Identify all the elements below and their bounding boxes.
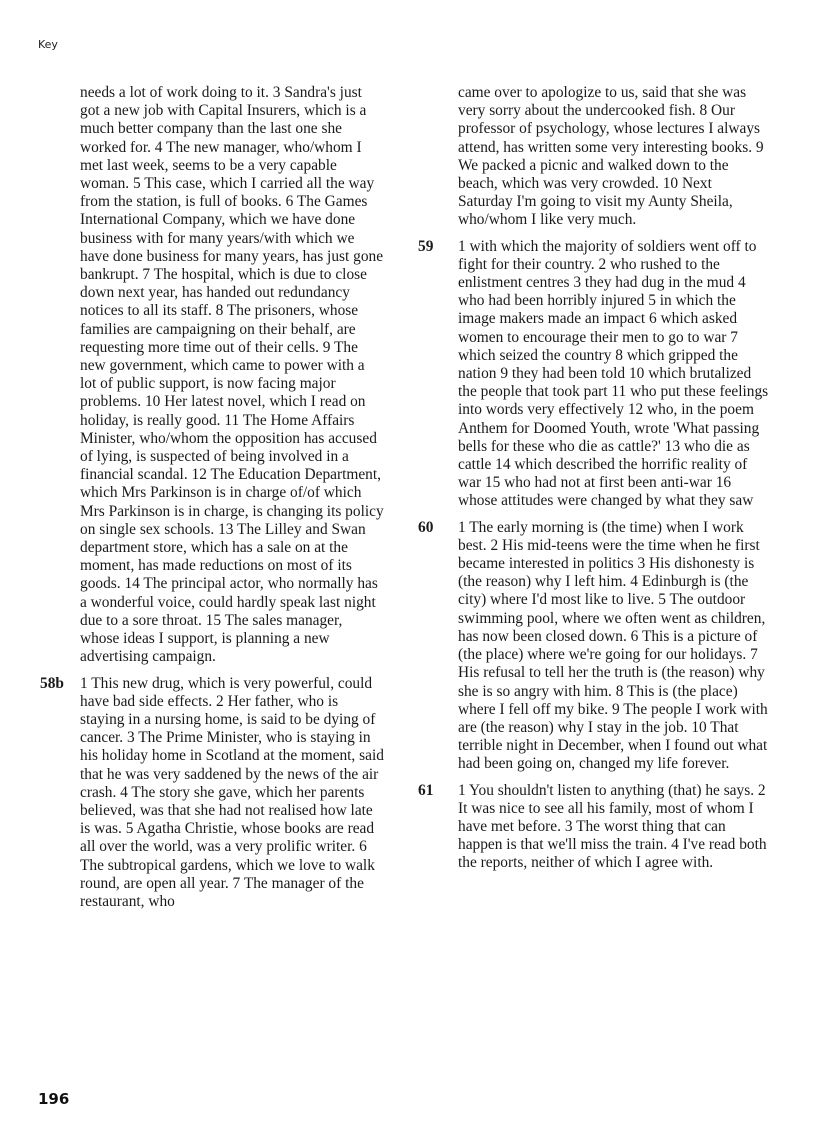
answer-section-60 [418, 519, 770, 774]
section-text: 1 with which the majority of soldiers went off to fight for their country. 2 who rushed to the enlistment centres 3 they had dug in the mud 4 who had been horribly injured 5 in which the image makers made an impact 6 which asked women to encourage their men to go to war 7 which seized the country 8 which gripped the nation 9 they had been told 10 which brutalized the people that took part 11 who put these feelings into words very effectively 12 who, in the poem Anthem for Doomed Youth, wrote 'What passing bells for these who die as cattle?' 13 who die as cattle 14 which described the horrific reality of war 15 who had not at first been anti-war 16 whose attitudes were changed by what they saw [458, 237, 769, 510]
section-number: 59 [418, 237, 434, 255]
section-number: 60 [418, 518, 434, 536]
section-text: needs a lot of work doing to it. 3 Sandra's just got a new job with Capital Insurers, which is a much better company than the last one she worked for. 4 The new manager, who/whom I met last week, seems to be a very capable woman. 5 This case, which I carried all the way from the station, is full of books. 6 The Games International Company, which we have done business with for many years/with which we have done business for many years, has just gone bankrupt. 7 The hospital, which is due to close down next year, has handed out redundancy notices to all its staff. 8 The prisoners, whose families are campaigning on their behalf, are requesting more time out of their cells. 9 The new government, which came to power with a lot of public support, is now facing major problems. 10 Her latest novel, which I read on holiday, is really good. 11 The Home Affairs Minister, who/whom the opposition has accused of lying, is suspected of being involved in a financial scandal. 12 The Education Department, which Mrs Parkinson is in charge of/of which Mrs Parkinson is in charge, is changing its policy on single sex schools. 13 The Lilley and Swan department store, which has a sale on at the moment, has made reductions on most of its goods. 14 The principal actor, who normally has a wonderful voice, could hardly speak last night due to a sore throat. 15 The sales manager, whose ideas I support, is planning a new advertising campaign. [80, 84, 384, 666]
section-text: 1 The early morning is (the time) when I work best. 2 His mid-teens were the time when he first became interested in politics 3 His dishonesty is (the reason) why I left him. 4 Edinburgh is (the city) where I'd most like to live. 5 The outdoor swimming pool, where we often went as children, has now been closed down. 6 This is a picture of (the place) where we're going for our holidays. 7 His refusal to tell her the truth is (the reason) why she is so angry with him. 8 This is (the place) where I fell off my bike. 9 The people I work with are (the reason) why I stay in the job. 10 That terrible night in December, when I found out what had been going on, changed my life forever. [458, 518, 768, 773]
answer-section-58b-continued [418, 84, 770, 230]
page-number: 196 [38, 1090, 70, 1108]
section-text: 1 You shouldn't listen to anything (that) he says. 2 It was nice to see all his family, most of whom I have met before. 3 The worst thing that can happen is that we'll miss the train. 4 I've read both the reports, neither of which I agree with. [458, 781, 767, 872]
left-column [40, 84, 384, 919]
section-text: came over to apologize to us, said that she was very sorry about the undercooked fish. 8 Our professor of psychology, whose lectures I always attend, has written some very interesting books. 9 We packed a picnic and walked down to the beach, which was very crowded. 10 Next Saturday I'm going to visit my Aunty Sheila, who/whom I like very much. [458, 84, 764, 229]
section-text: 1 This new drug, which is very powerful, could have bad side effects. 2 Her father, who is staying in a nursing home, is said to be dying of cancer. 3 The Prime Minister, who is staying in his holiday home in Scotland at the moment, said that he was very saddened by the news of the air crash. 4 The story she gave, which her parents believed, was that she had not realised how late is was. 5 Agatha Christie, whose books are read all over the world, was a very prolific writer. 6 The subtropical gardens, which we love to walk round, are open all year. 7 The manager of the restaurant, who [80, 674, 384, 910]
section-number: 58b [40, 674, 64, 692]
answer-section-61 [418, 782, 770, 873]
section-number: 61 [418, 781, 434, 799]
answer-section-58b [40, 675, 384, 912]
answer-section-58a-continued [40, 84, 384, 667]
answer-section-59 [418, 238, 770, 511]
right-column [418, 84, 770, 881]
running-header: Key [38, 38, 58, 51]
